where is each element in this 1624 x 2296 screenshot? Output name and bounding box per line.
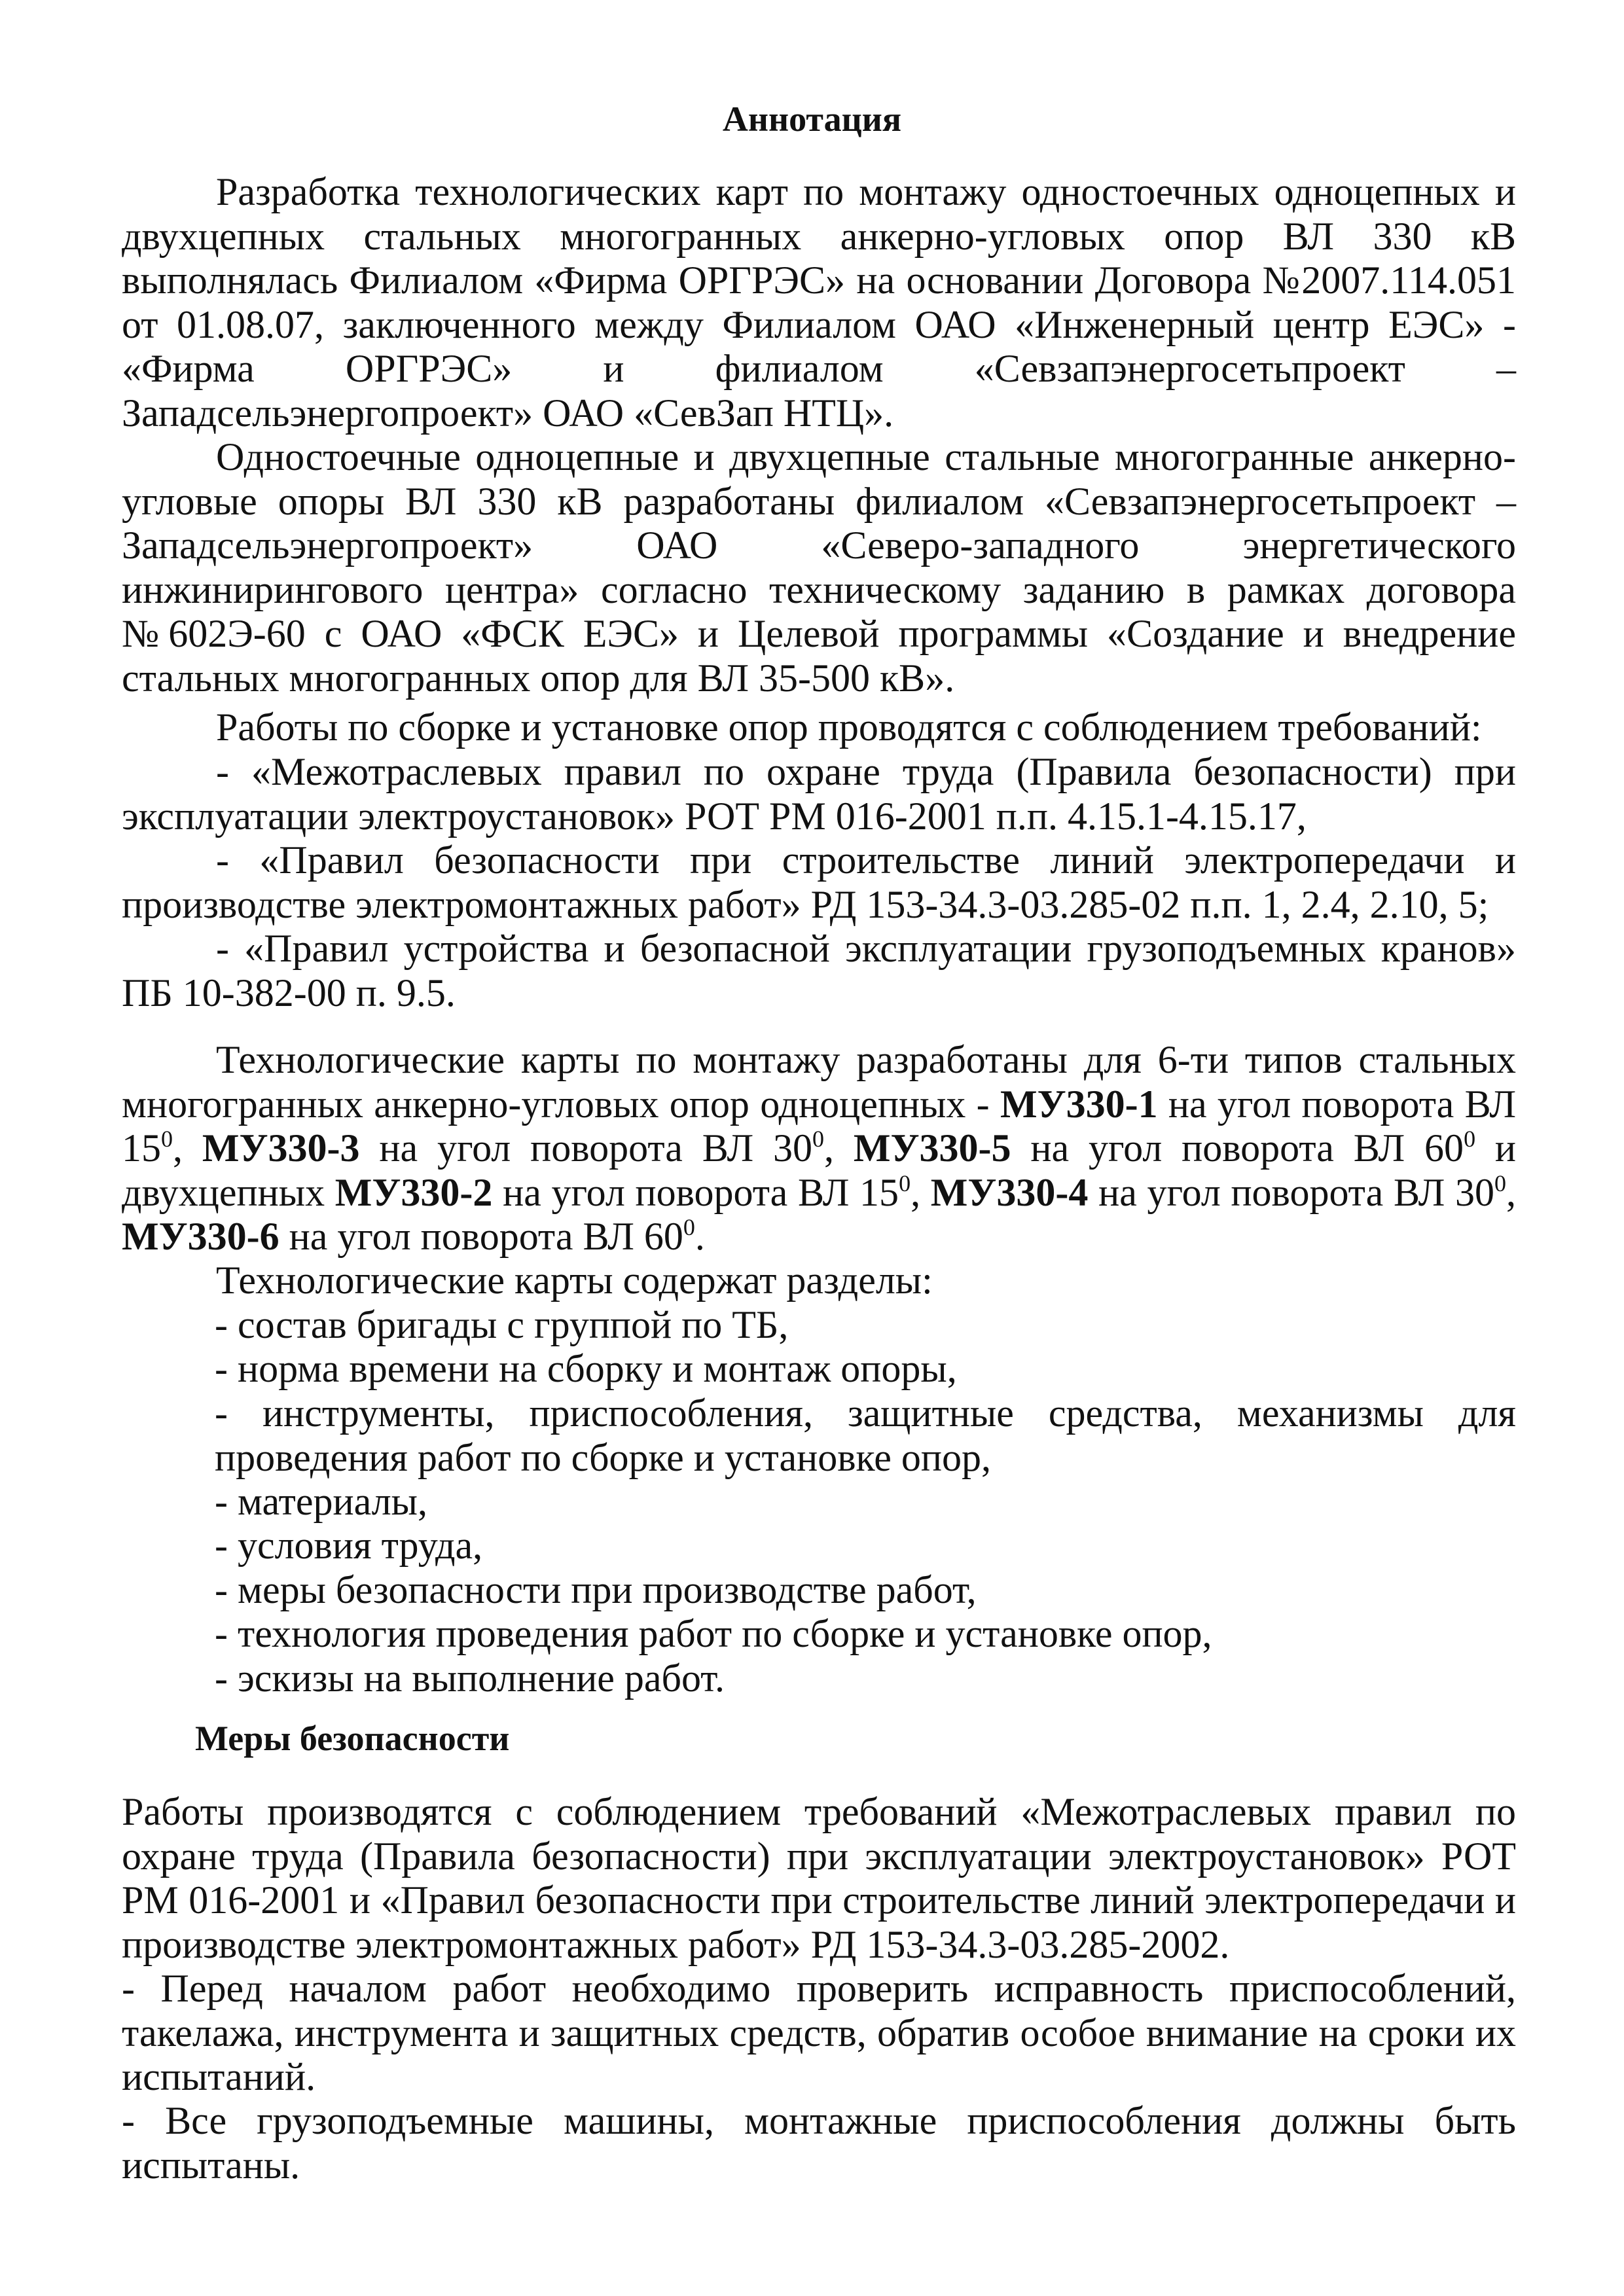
support-code: МУ330-3	[202, 1126, 360, 1170]
degree-mark: 0	[899, 1170, 911, 1196]
degree-mark: 0	[161, 1126, 173, 1152]
support-code: МУ330-1	[1000, 1082, 1158, 1126]
paragraph-supports: Одностоечные одноцепные и двухцепные стальные многогранные анкерно-угловые опоры ВЛ 330 кВ разработаны филиалом «Севзапэнергосетьпроект – Западсельэнергопроект» ОАО «Северо-западного энергетического инжинирингового центра» согласно техническому заданию в рамках договора №602Э-60 с ОАО «ФСК ЕЭС» и Целевой программы «Создание и внедрение стальных многогранных опор для ВЛ 35-500 кВ».	[122, 435, 1516, 700]
paragraph-sections: Технологические карты содержат разделы:	[216, 1259, 933, 1302]
paragraph-tech-cards	[122, 1038, 1516, 1259]
section-item: - инструменты, приспособления, защитные средства, механизмы для проведения работ по сборке и установке опор,	[215, 1391, 1516, 1479]
punctuation: ,	[824, 1126, 835, 1170]
degree-mark: 0	[812, 1126, 825, 1152]
degree-mark: 0	[1494, 1170, 1507, 1196]
section-item: - меры безопасности при производстве работ,	[215, 1568, 977, 1611]
section-heading: Меры безопасности	[195, 1719, 510, 1758]
paragraph-safety-rules: Работы производятся с соблюдением требований «Межотраслевых правил по охране труда (Правила безопасности) при эксплуатации электроустановок» РОТ РМ 016-2001 и «Правил безопасности при строительстве линий электропередачи и производстве электромонтажных работ» РД 153-34.3-03.285-2002.	[122, 1790, 1516, 1966]
punctuation: ,	[911, 1170, 921, 1214]
section-item: - норма времени на сборку и монтаж опоры,	[215, 1347, 957, 1390]
tech-cards-intro: Технологические карты по монтажу разработаны для 6-ти типов стальных многогранных анкерно-угловых опор одноцепных -	[122, 1038, 1516, 1126]
document-title: Аннотация	[722, 99, 902, 139]
support-angle-text: на угол поворота ВЛ 15	[122, 1082, 1517, 1170]
paragraph-development: Разработка технологических карт по монтажу одностоечных одноцепных и двухцепных стальных многогранных анкерно-угловых опор ВЛ 330 кВ выполнялась Филиалом «Фирма ОРГРЭС» на основании Договора №2007.114.051 от 01.08.07, заключенного между Филиалом ОАО «Инженерный центр ЕЭС» - «Фирма ОРГРЭС» и филиалом «Севзапэнергосетьпроект –Западсельэнергопроект» ОАО «СевЗап НТЦ».	[122, 170, 1516, 435]
paragraph-safety-testing: - Все грузоподъемные машины, монтажные приспособления должны быть испытаны.	[122, 2099, 1516, 2187]
section-item: - условия труда,	[215, 1524, 483, 1567]
support-angle-text: на угол поворота ВЛ 60	[1030, 1126, 1464, 1170]
requirement-item: - «Правил безопасности при строительстве линий электропередачи и производстве электромонтажных работ» РД 153-34.3-03.285-02 п.п. 1, 2.4, 2.10, 5;	[122, 838, 1516, 926]
support-angle-text: на угол поворота ВЛ 30	[379, 1126, 813, 1170]
support-code: МУ330-6	[122, 1215, 280, 1258]
dual-circuit-text: и двухцепных	[122, 1126, 1517, 1214]
section-item: - эскизы на выполнение работ.	[215, 1657, 725, 1700]
section-item: - технология проведения работ по сборке и установке опор,	[215, 1612, 1212, 1655]
support-angle-text: на угол поворота ВЛ 60	[289, 1215, 683, 1258]
punctuation: .	[695, 1215, 705, 1258]
support-code: МУ330-5	[853, 1126, 1011, 1170]
paragraph-requirements: Работы по сборке и установке опор проводятся с соблюдением требований:	[216, 706, 1482, 749]
degree-mark: 0	[683, 1214, 695, 1240]
section-item: - состав бригады с группой по ТБ,	[215, 1303, 789, 1346]
requirement-item: - «Межотраслевых правил по охране труда (Правила безопасности) при эксплуатации электроустановок» РОТ РМ 016-2001 п.п. 4.15.1-4.15.17,	[122, 750, 1516, 838]
requirement-item: - «Правил устройства и безопасной эксплуатации грузоподъемных кранов» ПБ 10-382-00 п. 9.5.	[122, 927, 1516, 1014]
support-code: МУ330-2	[334, 1170, 493, 1214]
support-angle-text: на угол поворота ВЛ 15	[503, 1170, 899, 1214]
punctuation: ,	[173, 1126, 183, 1170]
paragraph-safety-check: - Перед началом работ необходимо проверить исправность приспособлений, такелажа, инструмента и защитных средств, обратив особое внимание на сроки их испытаний.	[122, 1967, 1516, 2098]
support-angle-text: на угол поворота ВЛ 30	[1098, 1170, 1495, 1214]
punctuation: ,	[1506, 1170, 1517, 1214]
support-code: МУ330-4	[930, 1170, 1089, 1214]
section-item: - материалы,	[215, 1480, 427, 1523]
degree-mark: 0	[1464, 1126, 1476, 1152]
